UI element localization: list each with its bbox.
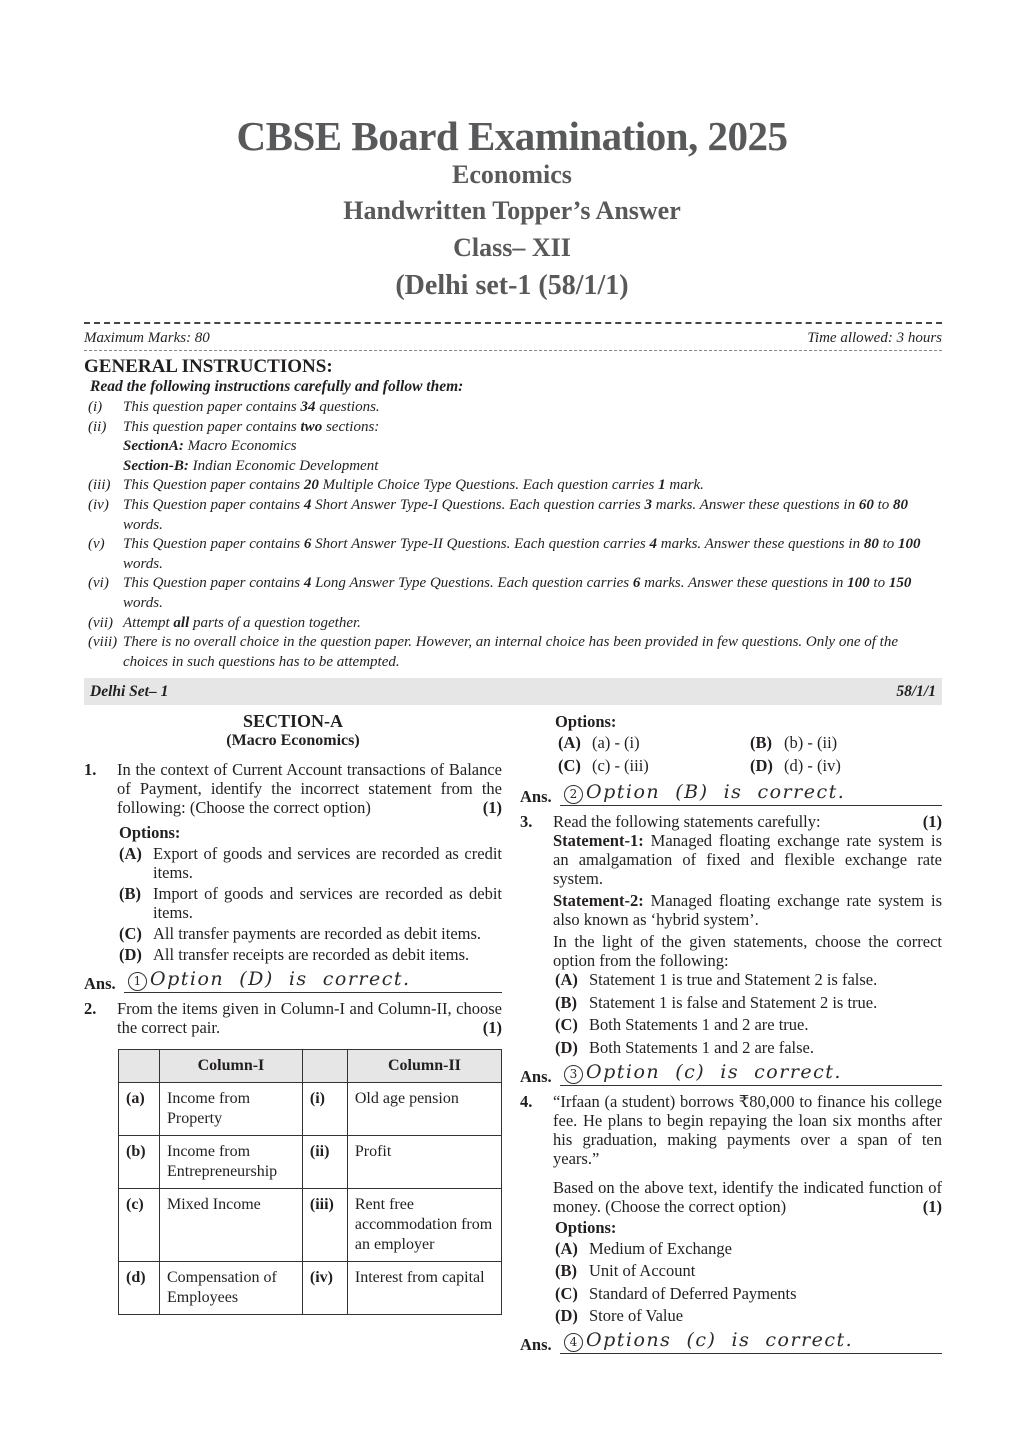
option-text: (d) - (iv) (784, 756, 841, 775)
instruction-emphasis: 80 (863, 536, 879, 553)
marks: (1) (922, 812, 942, 831)
question-text: From the items given in Column-I and Column-II, choose the correct pair. (117, 999, 502, 1037)
instruction-fragment: to (869, 575, 889, 592)
options-label: Options: (119, 823, 181, 842)
option-text: Import of goods and services are recorded as debit items. (153, 884, 502, 922)
option-label: (D) (555, 1037, 578, 1057)
instruction-fragment: There is no overall choice in the question paper. However, an internal choice has been provided in few questions. Only one of the choices in such questions has to be attempted. (123, 634, 898, 670)
instruction-fragment: mark. (665, 477, 704, 494)
statement-2-text: Managed floating exchange rate system is also known as ‘hybrid system’. (553, 891, 942, 929)
answer-label: Ans. (84, 974, 116, 993)
row-key: (c) (119, 1189, 160, 1262)
option-label: (D) (555, 1306, 578, 1325)
question-number: 1. (84, 760, 97, 779)
option-text: Standard of Deferred Payments (589, 1283, 797, 1303)
handwritten-answer (560, 1329, 942, 1354)
option-item (119, 924, 502, 943)
instruction-emphasis: Section-B: (123, 457, 189, 474)
instruction-item (88, 476, 946, 496)
instructions-list (88, 398, 946, 672)
instruction-text (123, 633, 946, 672)
subject-heading: Economics (452, 160, 572, 189)
option-label: (D) (750, 756, 773, 775)
instruction-fragment: marks. Answer these questions in (652, 496, 859, 513)
option-item (555, 993, 942, 1012)
marks: (1) (922, 1196, 942, 1216)
answer-row (520, 781, 942, 806)
option-item (555, 1261, 942, 1280)
answer-row (84, 968, 502, 993)
handwritten-answer (124, 968, 502, 993)
option-label: (C) (119, 924, 142, 943)
instruction-text (123, 418, 946, 438)
answer-row (520, 1329, 942, 1354)
option-text: All transfer payments are recorded as debit items. (153, 924, 482, 943)
instruction-item (88, 633, 946, 672)
option-text: Unit of Account (589, 1261, 696, 1280)
instruction-text (123, 614, 946, 634)
instruction-emphasis: SectionA: (123, 438, 184, 455)
instruction-fragment: words. (123, 594, 163, 611)
option-item (119, 844, 502, 882)
option-item (558, 756, 750, 775)
instruction-emphasis: 80 (893, 496, 908, 513)
row-key: (iv) (302, 1262, 347, 1315)
option-label: (A) (555, 970, 578, 989)
instruction-fragment: This Question paper contains (123, 477, 304, 494)
instruction-item (88, 418, 946, 438)
instruction-fragment: Short Answer Type-II Questions. Each question carries (311, 536, 650, 553)
row-key: (ii) (302, 1136, 347, 1189)
table-header-row (119, 1050, 502, 1083)
options-list (84, 844, 502, 964)
instruction-number: (iv) (88, 496, 109, 513)
column-header (302, 1050, 347, 1083)
instruction-fragment: This question paper contains (123, 418, 301, 435)
option-item (555, 970, 942, 989)
question-number: 4. (520, 1091, 533, 1111)
instruction-number: (viii) (88, 634, 118, 651)
question-prompt: In the light of the given statements, choose the correct option from the following: (553, 932, 942, 970)
instruction-item (88, 496, 946, 535)
option-item (555, 1015, 942, 1034)
option-item (555, 1038, 942, 1057)
subtitle-heading: Handwritten Topper’s Answer (343, 196, 681, 225)
answer-label: Ans. (520, 1335, 552, 1354)
time-allowed: Time allowed: 3 hours (807, 330, 942, 346)
option-label: (A) (119, 844, 142, 863)
option-label: (B) (750, 733, 772, 752)
question-number: 2. (84, 999, 97, 1018)
option-text: Statement 1 is true and Statement 2 is false. (589, 970, 878, 989)
instruction-fragment: words. (123, 555, 163, 572)
option-text: Medium of Exchange (589, 1238, 732, 1258)
instruction-number (88, 457, 123, 477)
cell-text: Income from Entrepreneurship (160, 1136, 303, 1189)
instruction-fragment: Attempt (123, 614, 174, 631)
instruction-fragment: Multiple Choice Type Questions. Each question carries (318, 477, 659, 494)
answer-number: 3 (564, 1065, 583, 1084)
instruction-fragment: marks. Answer these questions in (640, 575, 848, 592)
instruction-fragment: to (873, 496, 893, 513)
section-subtitle: (Macro Economics) (226, 732, 360, 749)
marks: (1) (482, 798, 502, 817)
instruction-fragment: to (878, 536, 898, 553)
row-key: (d) (119, 1262, 160, 1315)
row-key: (b) (119, 1136, 160, 1189)
set-heading: (Delhi set-1 (58/1/1) (395, 270, 629, 301)
instruction-text (123, 437, 946, 457)
option-text: (a) - (i) (592, 733, 640, 752)
instruction-fragment: Long Answer Type Questions. Each question carries (311, 575, 633, 592)
options-label: Options: (555, 1217, 617, 1237)
options-grid (558, 733, 942, 777)
cell-text: Old age pension (347, 1083, 501, 1136)
answer-number: 1 (128, 972, 147, 991)
max-marks: Maximum Marks: 80 (84, 330, 210, 346)
option-item (119, 945, 502, 964)
left-column (84, 712, 502, 1315)
question-text: “Irfaan (a student) borrows ₹80,000 to finance his college fee. He plans to begin repaying the loan six months after his graduation, making payments over a span of ten years.” (553, 1091, 942, 1168)
instructions-lead: Read the following instructions carefully and follow them: (90, 378, 464, 395)
question-text-2: Based on the above text, identify the indicated function of money. (Choose the correct option) (553, 1177, 942, 1216)
question-2 (84, 999, 502, 1037)
instruction-emphasis: 6 (303, 536, 312, 553)
option-label: (B) (555, 992, 577, 1012)
table-row (119, 1189, 502, 1262)
cell-text: Compensation of Employees (160, 1262, 303, 1315)
answer-number: 4 (564, 1333, 583, 1352)
set-label: Delhi Set– 1 (90, 682, 169, 700)
table-row (119, 1136, 502, 1189)
option-text: All transfer receipts are recorded as debit items. (153, 945, 470, 964)
answer-label: Ans. (520, 1066, 552, 1086)
answer-row (520, 1061, 942, 1086)
option-label: (D) (119, 945, 142, 964)
question-4 (520, 1092, 942, 1216)
instruction-number: (iii) (88, 477, 111, 494)
column-header (119, 1050, 160, 1083)
answer-text: Option (B) is correct. (586, 781, 846, 803)
instruction-fragment: This Question paper contains (123, 536, 304, 553)
option-text: (c) - (iii) (592, 756, 649, 775)
instruction-item (88, 457, 946, 477)
handwritten-answer (560, 781, 942, 806)
instruction-emphasis: 6 (632, 575, 641, 592)
divider (84, 350, 942, 351)
question-number: 3. (520, 812, 533, 831)
section-title: SECTION-A (242, 711, 344, 731)
option-label: (C) (558, 756, 581, 775)
instruction-text (123, 398, 946, 418)
divider (84, 322, 942, 324)
marks-row (84, 330, 942, 347)
statement-2-label: Statement-2: (553, 891, 644, 910)
option-item (555, 1306, 942, 1325)
cell-text: Rent free accommodation from an employer (347, 1189, 501, 1262)
instruction-emphasis: 4 (303, 496, 312, 513)
instruction-text (123, 574, 946, 613)
cell-text: Income from Property (160, 1083, 303, 1136)
instruction-item (88, 535, 946, 574)
instruction-fragment: Macro Economics (183, 438, 297, 455)
instruction-emphasis: 100 (898, 536, 921, 553)
instruction-emphasis: 4 (649, 536, 658, 553)
instruction-item (88, 614, 946, 634)
cell-text: Interest from capital (347, 1262, 501, 1315)
instruction-emphasis: 60 (858, 496, 874, 513)
option-label: (B) (119, 884, 141, 903)
instruction-text (123, 535, 946, 574)
instruction-emphasis: 3 (644, 496, 653, 513)
instruction-text (123, 457, 946, 477)
row-key: (iii) (302, 1189, 347, 1262)
instruction-fragment: words. (123, 516, 163, 533)
column-header: Column-I (160, 1050, 303, 1083)
question-3 (520, 812, 942, 970)
instruction-emphasis: two (300, 418, 323, 435)
options-label: Options: (555, 712, 617, 731)
instruction-text (123, 476, 946, 496)
class-heading: Class– XII (453, 233, 571, 262)
options-list (520, 970, 942, 1057)
instruction-fragment: This question paper contains (123, 399, 301, 415)
instruction-number: (ii) (88, 418, 107, 435)
set-bar (84, 678, 942, 705)
cell-text: Mixed Income (160, 1189, 303, 1262)
instruction-fragment: marks. Answer these questions in (657, 536, 864, 553)
instruction-number: (vii) (88, 614, 113, 631)
answer-text: Option (D) is correct. (150, 968, 411, 990)
instruction-emphasis: 34 (300, 399, 316, 415)
option-label: (C) (555, 1283, 578, 1303)
instruction-emphasis: 150 (888, 575, 912, 592)
instruction-fragment: Indian Economic Development (188, 457, 379, 474)
statement-1-text: Managed floating exchange rate system is an amalgamation of fixed and flexible exchange rate system. (553, 831, 942, 888)
instruction-fragment: parts of a question together. (189, 614, 361, 631)
option-text: (b) - (ii) (784, 733, 838, 752)
option-label: (A) (558, 733, 581, 752)
instruction-emphasis: 1 (658, 477, 666, 494)
instruction-fragment: sections: (322, 418, 380, 435)
matching-table (118, 1049, 502, 1315)
instruction-number (88, 437, 123, 457)
question-text: Read the following statements carefully: (553, 812, 821, 831)
option-item (558, 733, 750, 752)
instruction-number: (i) (88, 399, 103, 415)
option-text: Statement 1 is false and Statement 2 is true. (589, 992, 878, 1012)
document-title: CBSE Board Examination, 2025 (236, 113, 788, 159)
statement-1-label: Statement-1: (553, 831, 644, 850)
answer-text: Option (c) is correct. (586, 1060, 842, 1083)
column-header: Column-II (347, 1050, 501, 1083)
table-row (119, 1083, 502, 1136)
right-column (520, 710, 942, 1354)
instruction-number: (vi) (88, 575, 109, 592)
handwritten-answer (560, 1061, 942, 1086)
instruction-fragment: This Question paper contains (123, 575, 304, 592)
instruction-fragment: This Question paper contains (123, 496, 304, 513)
option-item (750, 733, 942, 752)
set-code: 58/1/1 (896, 682, 936, 700)
answer-label: Ans. (520, 787, 552, 806)
option-label: (A) (555, 1238, 578, 1258)
instruction-item (88, 398, 946, 418)
option-item (119, 884, 502, 922)
instruction-emphasis: 4 (303, 575, 312, 592)
instruction-fragment: Short Answer Type-I Questions. Each question carries (311, 496, 645, 513)
option-text: Store of Value (589, 1306, 684, 1325)
instruction-item (88, 574, 946, 613)
answer-number: 2 (564, 785, 583, 804)
instruction-number: (v) (88, 536, 105, 553)
row-key: (a) (119, 1083, 160, 1136)
instruction-emphasis: 20 (303, 477, 319, 494)
instruction-fragment: questions. (315, 399, 380, 415)
marks: (1) (482, 1018, 502, 1037)
option-label: (B) (555, 1261, 577, 1280)
option-text: Both Statements 1 and 2 are false. (589, 1037, 814, 1057)
options-list (520, 1239, 942, 1326)
option-item (555, 1284, 942, 1303)
instruction-emphasis: 100 (847, 575, 870, 592)
option-text: Export of goods and services are recorded as credit items. (153, 844, 502, 882)
table-row (119, 1262, 502, 1315)
instructions-title: GENERAL INSTRUCTIONS: (84, 356, 333, 377)
option-label: (C) (555, 1015, 578, 1034)
cell-text: Profit (347, 1136, 501, 1189)
option-item (750, 756, 942, 775)
instruction-item (88, 437, 946, 457)
row-key: (i) (302, 1083, 347, 1136)
answer-text: Options (c) is correct. (586, 1329, 854, 1351)
question-text: In the context of Current Account transactions of Balance of Payment, identify the incorrect statement from the following: (Choose the correct option) (117, 760, 502, 817)
option-text: Both Statements 1 and 2 are true. (589, 1015, 809, 1034)
instruction-emphasis: all (173, 614, 190, 631)
option-item (555, 1239, 942, 1258)
instruction-text (123, 496, 946, 535)
question-1 (84, 760, 502, 817)
